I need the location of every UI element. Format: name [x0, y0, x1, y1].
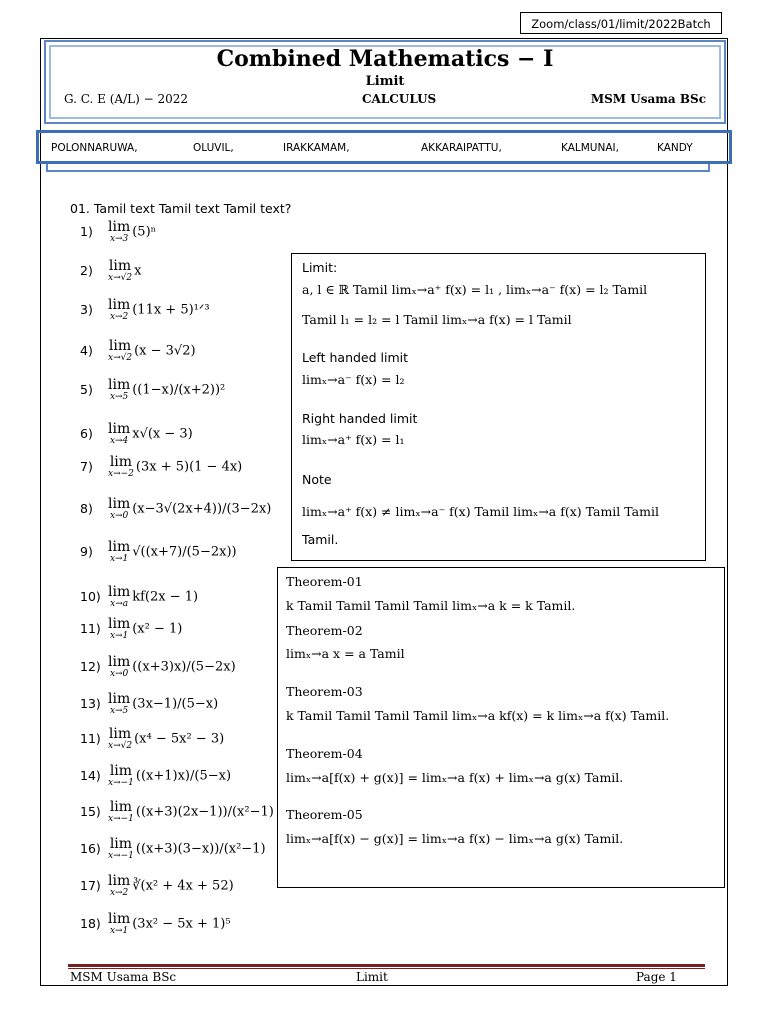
header-box [44, 40, 726, 124]
footer-page-number: Page 1 [636, 970, 677, 984]
limit-operator: lim x→√2 [108, 258, 133, 283]
exercise-item [80, 617, 182, 641]
exercise-item [80, 837, 266, 861]
note-label: Note [302, 472, 332, 487]
limit-operator: lim x→0 [108, 496, 131, 521]
question-heading: 01. Tamil text Tamil text Tamil text? [70, 201, 292, 216]
limit-definition-box [291, 253, 706, 561]
limit-subscript: x→5 [109, 392, 129, 402]
limit-subscript: x→0 [109, 669, 129, 679]
exercise-number: 8) [80, 500, 93, 516]
limit-operator: lim x→5 [108, 691, 131, 716]
exercise-number: 2) [80, 262, 93, 278]
limit-operator: lim x→−1 [108, 799, 134, 824]
exercise-expression: (3x + 5)(1 − 4x) [135, 459, 243, 475]
exercise-expression: ((x+1)x)/(5−x) [135, 768, 232, 784]
exercise-item [80, 655, 236, 679]
exercise-expression: ((x+3)(3−x))/(x²−1) [135, 841, 266, 857]
limit-subscript: x→−2 [108, 469, 134, 479]
exercise-expression: (3x² − 5x + 1)⁵ [132, 916, 231, 932]
exercise-number: 18) [80, 915, 101, 931]
page-title: Combined Mathematics − I [216, 46, 554, 72]
limit-subscript: x→√2 [108, 741, 133, 751]
footer-title: Limit [356, 970, 388, 984]
exercise-expression: (x − 3√2) [134, 343, 196, 359]
document-tag: Zoom/class/01/limit/2022Batch [520, 12, 722, 34]
exercise-number: 4) [80, 342, 93, 358]
limit-operator: lim x→−1 [108, 763, 134, 788]
theorem-label: Theorem-01 [286, 574, 363, 589]
limit-subscript: x→−1 [108, 851, 134, 861]
exercise-item [80, 540, 237, 564]
exercise-item [80, 912, 231, 936]
theorem-label: Theorem-04 [286, 746, 363, 761]
limit-subscript: x→1 [109, 926, 129, 936]
exercise-expression: kf(2x − 1) [132, 589, 199, 605]
right-limit-expression: limₓ→a⁺ f(x) = l₁ [302, 432, 405, 447]
limit-subscript: x→1 [109, 631, 129, 641]
exercise-item [80, 298, 210, 322]
exercise-expression: (5)ⁿ [132, 224, 157, 240]
limit-operator: lim x→a [108, 584, 131, 609]
exercise-expression: ((1−x)/(x+2))² [132, 382, 226, 398]
limit-subscript: x→2 [109, 888, 129, 898]
exercise-item [80, 422, 193, 446]
limit-operator: lim x→1 [108, 911, 131, 936]
exercise-expression: √((x+7)/(5−2x)) [132, 544, 237, 560]
exercise-expression: (x² − 1) [132, 621, 183, 637]
exercise-expression: (3x−1)/(5−x) [132, 696, 219, 712]
exercise-item [80, 692, 218, 716]
exercise-number: 3) [80, 301, 93, 317]
limit-subscript: x→1 [109, 554, 129, 564]
theorem-label: Theorem-05 [286, 807, 363, 822]
exercise-number: 13) [80, 695, 101, 711]
limit-subscript: x→3 [109, 234, 129, 244]
exercise-expression: x√(x − 3) [132, 426, 193, 442]
exercise-item [80, 455, 242, 479]
footer-rule-thin [68, 968, 705, 969]
exercise-number: 11) [80, 730, 101, 746]
limit-operator: lim x→5 [108, 377, 131, 402]
right-limit-label: Right handed limit [302, 411, 418, 426]
exercise-expression: ((x+3)x)/(5−2x) [132, 659, 236, 675]
exercise-item [80, 220, 156, 244]
exercise-item [80, 378, 225, 402]
note-tail: Tamil. [302, 532, 339, 547]
exercise-number: 12) [80, 658, 101, 674]
limit-subscript: x→a [110, 599, 129, 609]
limit-operator: lim x→2 [108, 297, 131, 322]
header-subject: CALCULUS [362, 92, 437, 106]
limit-subscript: x→5 [109, 706, 129, 716]
header-exam: G. C. E (A/L) − 2022 [64, 92, 189, 106]
left-limit-expression: limₓ→a⁻ f(x) = l₂ [302, 372, 405, 387]
exercise-item [80, 764, 231, 788]
exercise-item [80, 727, 224, 751]
theorem-expression: k Tamil Tamil Tamil Tamil limₓ→a kf(x) = k limₓ→a f(x) Tamil. [286, 708, 670, 723]
definition-heading: Limit: [302, 260, 338, 275]
exercise-item [80, 585, 198, 609]
limit-subscript: x→4 [109, 436, 129, 446]
limit-operator: lim x→1 [108, 539, 131, 564]
footer-rule [68, 964, 705, 967]
note-expression: limₓ→a⁺ f(x) ≠ limₓ→a⁻ f(x) Tamil limₓ→a f(x) Tamil Tamil [302, 504, 659, 519]
exercise-number: 1) [80, 223, 93, 239]
town-label: KALMUNAI, [561, 142, 619, 154]
header-author: MSM Usama BSc [590, 92, 706, 106]
exercise-number: 9) [80, 543, 93, 559]
exercise-number: 15) [80, 803, 101, 819]
town-label: POLONNARUWA, [51, 142, 138, 154]
limit-subscript: x→−1 [108, 778, 134, 788]
page-subtitle: Limit [365, 74, 405, 89]
theorems-box [277, 567, 725, 888]
exercise-expression: (11x + 5)¹ᐟ³ [132, 302, 210, 318]
limit-operator: lim x→0 [108, 654, 131, 679]
town-label: AKKARAIPATTU, [421, 142, 502, 154]
exercise-expression: (x⁴ − 5x² − 3) [134, 731, 225, 747]
limit-subscript: x→−1 [108, 814, 134, 824]
exercise-item [80, 874, 234, 898]
exercise-number: 10) [80, 588, 101, 604]
exercise-number: 14) [80, 767, 101, 783]
theorem-label: Theorem-03 [286, 684, 363, 699]
exercise-expression: (x−3√(2x+4))/(3−2x) [132, 501, 272, 517]
exercise-number: 17) [80, 877, 101, 893]
limit-subscript: x→2 [109, 312, 129, 322]
limit-operator: lim x→−2 [108, 454, 134, 479]
exercise-expression: ∛(x² + 4x + 52) [132, 878, 234, 894]
towns-shadow [46, 164, 710, 172]
left-limit-label: Left handed limit [302, 350, 409, 365]
exercise-number: 5) [80, 381, 93, 397]
exercise-item [80, 497, 271, 521]
exercise-item [80, 800, 274, 824]
limit-operator: lim x→√2 [108, 726, 133, 751]
town-label: KANDY [657, 142, 693, 154]
theorem-expression: k Tamil Tamil Tamil Tamil limₓ→a k = k Tamil. [286, 598, 576, 613]
theorem-label: Theorem-02 [286, 623, 363, 638]
limit-operator: lim x→1 [108, 616, 131, 641]
limit-operator: lim x→3 [108, 219, 131, 244]
exercise-number: 11) [80, 620, 101, 636]
exercise-expression: ((x+3)(2x−1))/(x²−1) [135, 804, 274, 820]
limit-operator: lim x→√2 [108, 338, 133, 363]
theorem-expression: limₓ→a[f(x) − g(x)] = limₓ→a f(x) − limₓ→a g(x) Tamil. [286, 831, 624, 846]
limit-subscript: x→√2 [108, 353, 133, 363]
exercise-number: 7) [80, 458, 93, 474]
limit-operator: lim x→2 [108, 873, 131, 898]
limit-operator: lim x→4 [108, 421, 131, 446]
town-label: IRAKKAMAM, [283, 142, 350, 154]
exercise-expression: x [134, 263, 142, 279]
towns-box [36, 130, 732, 164]
exercise-number: 16) [80, 840, 101, 856]
exercise-item [80, 259, 141, 283]
exercise-number: 6) [80, 425, 93, 441]
footer-author: MSM Usama BSc [70, 970, 177, 984]
theorem-expression: limₓ→a[f(x) + g(x)] = limₓ→a f(x) + limₓ→a g(x) Tamil. [286, 770, 624, 785]
theorem-expression: limₓ→a x = a Tamil [286, 646, 405, 661]
limit-operator: lim x→−1 [108, 836, 134, 861]
definition-line: Tamil l₁ = l₂ = l Tamil limₓ→a f(x) = l Tamil [302, 312, 572, 327]
exercise-item [80, 339, 196, 363]
limit-subscript: x→0 [109, 511, 129, 521]
town-label: OLUVIL, [193, 142, 234, 154]
definition-line: a, l ∈ ℝ Tamil limₓ→a⁺ f(x) = l₁ , limₓ→a⁻ f(x) = l₂ Tamil [302, 282, 648, 297]
limit-subscript: x→√2 [108, 273, 133, 283]
